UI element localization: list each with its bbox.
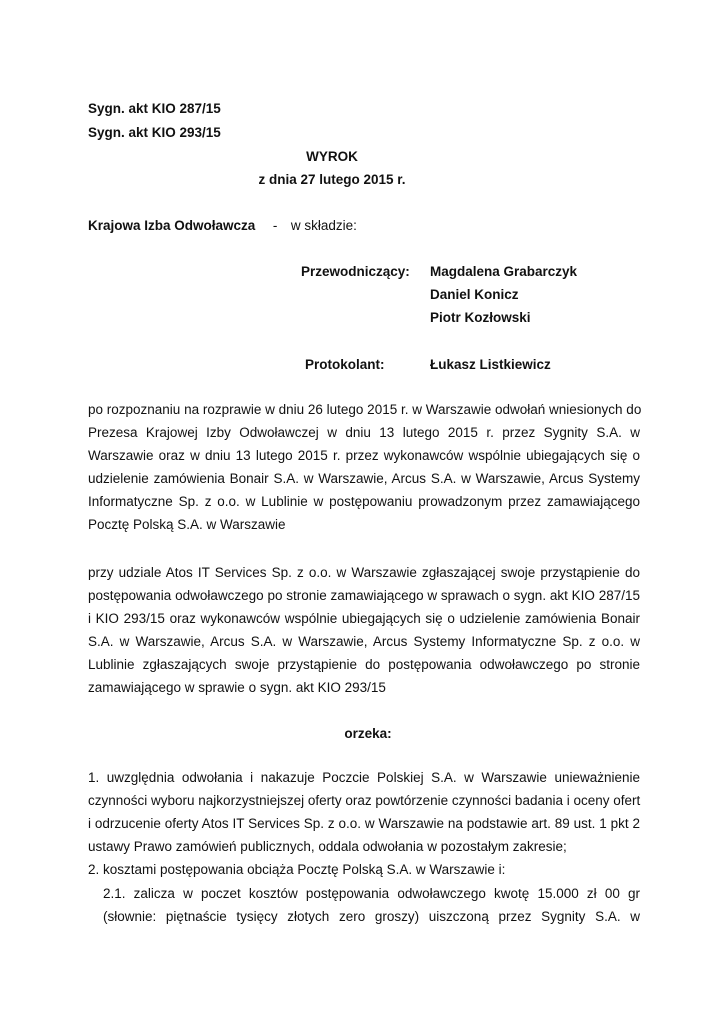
text-line: i odrzucenie oferty Atos IT Services Sp. z o.o. w Warszawie na podstawie art. 89 ust. 1 pkt 2	[88, 815, 640, 831]
ruling-point-2-1	[103, 883, 640, 929]
panel-member: Piotr Kozłowski	[430, 310, 531, 325]
text-line: udzielenie zamówienia Bonair S.A. w Warszawie, Arcus S.A. w Warszawie, Arcus Systemy	[88, 470, 640, 486]
case-number-1: Sygn. akt KIO 287/15	[88, 101, 221, 116]
panel-member: Magdalena Grabarczyk	[430, 264, 578, 279]
text-line: 1. uwzględnia odwołania i nakazuje Poczcie Polskiej S.A. w Warszawie unieważnienie	[88, 770, 640, 785]
text-line: Lublinie zgłaszających swoje przystąpienie do postępowania odwoławczego po stronie	[88, 656, 640, 672]
text-line: zamawiającego w sprawie o sygn. akt KIO 293/15	[88, 679, 386, 695]
chamber-dash: -	[272, 218, 278, 233]
case-number-2: Sygn. akt KIO 293/15	[88, 125, 221, 140]
clerk-name: Łukasz Listkiewicz	[430, 357, 551, 372]
text-line: 2.1. zalicza w poczet kosztów postępowania odwoławczego kwotę 15.000 zł 00 gr	[103, 886, 640, 901]
text-line: przy udziale Atos IT Services Sp. z o.o. w Warszawie zgłaszającej swoje przystąpienie do	[88, 565, 640, 580]
judgment-title: WYROK	[306, 149, 358, 164]
text-line: Warszawie oraz w dniu 13 lutego 2015 r. przez wykonawców wspólnie ubiegających się o	[88, 447, 640, 463]
text-line: postępowania odwoławczego po stronie zamawiającego w sprawach o sygn. akt KIO 287/15	[88, 587, 640, 603]
ruling-point-2: 2. kosztami postępowania obciąża Pocztę Polską S.A. w Warszawie i:	[88, 861, 506, 877]
paragraph-participants	[88, 562, 640, 699]
clerk-label: Protokolant:	[305, 357, 385, 372]
chamber-composition: w składzie:	[290, 218, 357, 233]
text-line: Informatyczne Sp. z o.o. w Lublinie w postępowaniu prowadzonym przez zamawiającego	[88, 493, 640, 509]
ruling-heading: orzeka:	[344, 726, 392, 741]
text-line: Prezesa Krajowej Izby Odwoławczej w dniu 13 lutego 2015 r. przez Sygnity S.A. w	[88, 424, 640, 440]
text-line: i KIO 293/15 oraz wykonawców wspólnie ubiegających się o udzielenie zamówienia Bonair	[88, 610, 640, 626]
panel-member: Daniel Konicz	[430, 287, 519, 302]
text-line: Pocztę Polską S.A. w Warszawie	[88, 516, 286, 532]
chair-label: Przewodniczący:	[301, 264, 410, 279]
ruling-point-1	[88, 767, 640, 882]
text-line: po rozpoznaniu na rozprawie w dniu 26 lutego 2015 r. w Warszawie odwołań wniesionych do	[88, 402, 642, 417]
text-line: ustawy Prawo zamówień publicznych, oddala odwołania w pozostałym zakresie;	[88, 838, 567, 854]
text-line: (słownie: piętnaście tysięcy złotych zero groszy) uiszczoną przez Sygnity S.A. w	[103, 908, 640, 924]
chamber-name: Krajowa Izba Odwoławcza	[88, 218, 256, 233]
text-line: czynności wyboru najkorzystniejszej oferty oraz powtórzenie czynności badania i oceny ofert	[88, 792, 641, 808]
chamber-line	[88, 218, 357, 233]
paragraph-proceedings	[88, 399, 640, 536]
text-line: S.A. w Warszawie, Arcus S.A. w Warszawie, Arcus Systemy Informatyczne Sp. z o.o. w	[88, 633, 640, 649]
judgment-date: z dnia 27 lutego 2015 r.	[258, 172, 406, 187]
